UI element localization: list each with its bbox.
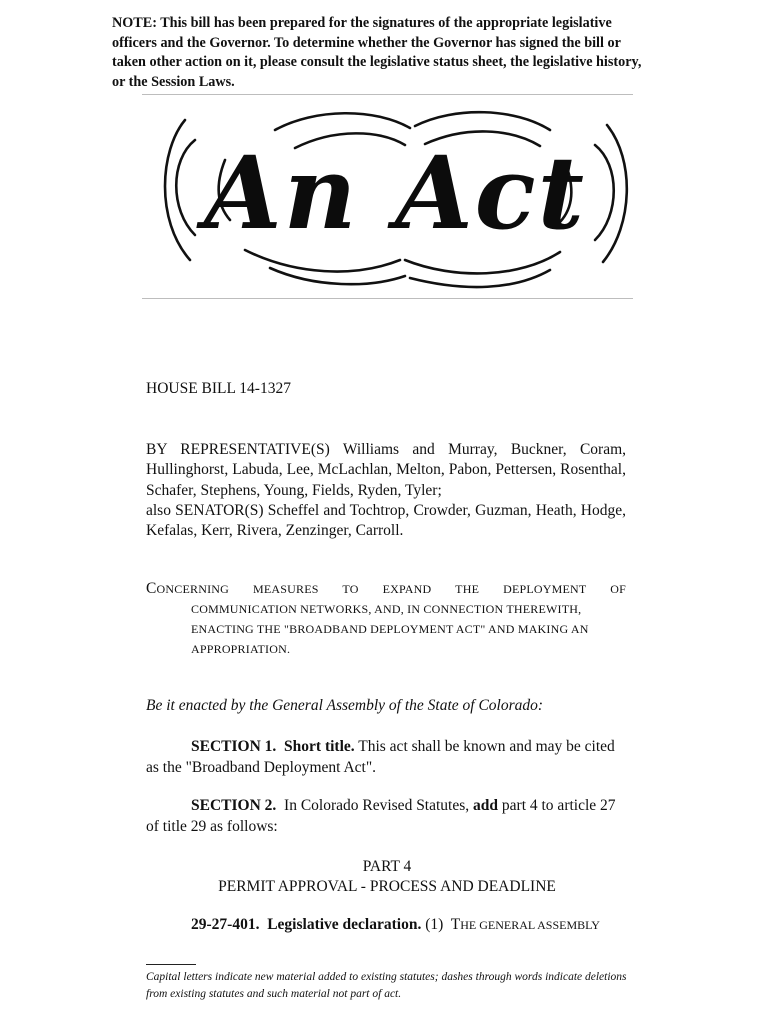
banner-top-rule [142,94,633,95]
bill-title-first-line [146,579,626,599]
footnote: Capital letters indicate new material added to existing statutes; dashes through words indicate deletions from existing statutes and such material not part of act. [146,971,627,1000]
section-2-text-before: In Colorado Revised Statutes, [284,797,470,814]
section-1-heading: SECTION 1. [191,738,277,755]
declaration-subsection: (1) [425,916,444,933]
part-heading [146,857,628,896]
legislative-declaration [191,916,600,934]
bill-number: HOUSE BILL 14-1327 [146,380,291,397]
an-act-text: An Act [204,134,586,252]
representatives: BY REPRESENTATIVE(S) Williams and Murray, Buckner, Coram, Hullinghorst, Labuda, Lee, McLachlan, Melton, Pabon, Pettersen, Rosenthal, Schafer, Stephens, Young, Fields, Ryden, Tyler; [146,441,626,499]
senators: also SENATOR(S) Scheffel and Tochtrop, Crowder, Guzman, Heath, Hodge, Kefalas, Kerr, Rivera, Zenzinger, Carroll. [146,501,626,540]
an-act-banner [155,100,635,295]
bill-title-lead-letter: C [146,580,157,597]
section-2-heading: SECTION 2. [191,797,277,814]
section-1-text: This act shall be known and may be cited as the "Broadband Deployment Act". [146,738,615,776]
declaration-lead-letter: T [450,916,461,933]
section-2 [146,796,628,837]
declaration-heading: Legislative declaration. [267,916,422,933]
part-title: PERMIT APPROVAL - PROCESS AND DEADLINE [218,877,556,895]
bill-title [146,579,626,659]
declaration-citation: 29-27-401. [191,916,260,933]
bill-title-rest: COMMUNICATION NETWORKS, AND, IN CONNECTION THEREWITH, ENACTING THE "BROADBAND DEPLOYMENT ACT" AND MAKING AN APPROPRIATION. [191,602,589,656]
footnote-rule [146,964,196,965]
enacting-clause: Be it enacted by the General Assembly of the State of Colorado: [146,697,544,714]
section-1 [146,737,628,778]
sponsors [146,440,626,541]
signature-note: NOTE: This bill has been prepared for the signatures of the appropriate legislative officers and the Governor. To determine whether the Governor has signed the bill or taken other action on it, please consult the legislative status sheet, the legislative history, or the Session Laws. [112,15,642,90]
an-act-flourish [155,100,635,295]
declaration-text: HE GENERAL ASSEMBLY [460,918,600,932]
section-2-add: add [473,797,499,814]
section-1-title: Short title. [284,738,355,755]
bill-title-first-text: ONCERNING MEASURES TO EXPAND THE DEPLOYMENT OF [156,582,626,596]
part-number: PART 4 [362,858,412,875]
banner-bottom-rule [142,298,633,299]
section-2-text-after: part 4 to article 27 of title 29 as follows: [146,797,616,835]
